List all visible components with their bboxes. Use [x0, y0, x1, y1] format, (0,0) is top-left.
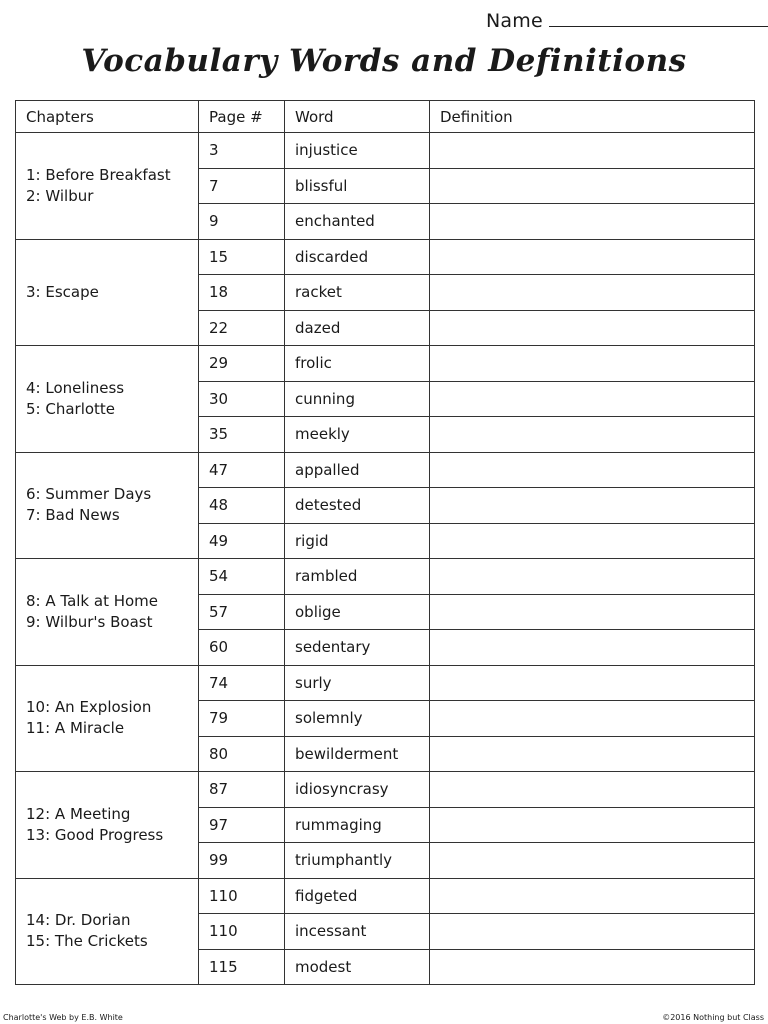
word-cell: idiosyncrasy — [285, 772, 430, 808]
column-header-page: Page # — [199, 101, 285, 133]
word-cell: detested — [285, 488, 430, 524]
column-header-definition: Definition — [430, 101, 755, 133]
definition-cell[interactable] — [430, 665, 755, 701]
chapters-cell — [16, 665, 199, 772]
column-header-chapters: Chapters — [16, 101, 199, 133]
table-header-row — [16, 101, 755, 133]
page-number-cell: 110 — [199, 878, 285, 914]
table-body — [16, 133, 755, 985]
table-row — [16, 878, 755, 914]
word-cell: sedentary — [285, 630, 430, 666]
definition-cell[interactable] — [430, 878, 755, 914]
word-cell: rigid — [285, 523, 430, 559]
word-cell: oblige — [285, 594, 430, 630]
definition-cell[interactable] — [430, 949, 755, 985]
page-number-cell: 3 — [199, 133, 285, 169]
chapter-label: 5: Charlotte — [26, 399, 116, 418]
table-row — [16, 346, 755, 382]
chapter-label: 13: Good Progress — [26, 825, 164, 844]
definition-cell[interactable] — [430, 417, 755, 453]
page-number-cell: 9 — [199, 204, 285, 240]
definition-cell[interactable] — [430, 807, 755, 843]
page-number-cell: 60 — [199, 630, 285, 666]
name-label: Name — [486, 10, 543, 32]
definition-cell[interactable] — [430, 523, 755, 559]
definition-cell[interactable] — [430, 736, 755, 772]
chapters-cell — [16, 559, 199, 666]
word-cell: appalled — [285, 452, 430, 488]
page-number-cell: 48 — [199, 488, 285, 524]
page-number-cell: 99 — [199, 843, 285, 879]
table-row — [16, 772, 755, 808]
column-header-word: Word — [285, 101, 430, 133]
name-field — [486, 10, 768, 32]
chapter-label: 12: A Meeting — [26, 804, 131, 823]
chapter-label: 7: Bad News — [26, 506, 120, 525]
chapters-cell — [16, 452, 199, 559]
definition-cell[interactable] — [430, 701, 755, 737]
word-cell: injustice — [285, 133, 430, 169]
page-number-cell: 57 — [199, 594, 285, 630]
page-number-cell: 74 — [199, 665, 285, 701]
word-cell: fidgeted — [285, 878, 430, 914]
definition-cell[interactable] — [430, 559, 755, 595]
chapter-label: 4: Loneliness — [26, 378, 125, 397]
table-row — [16, 239, 755, 275]
word-cell: modest — [285, 949, 430, 985]
word-cell: racket — [285, 275, 430, 311]
footer-book-credit: Charlotte's Web by E.B. White — [3, 1013, 123, 1022]
definition-cell[interactable] — [430, 381, 755, 417]
definition-cell[interactable] — [430, 772, 755, 808]
chapter-label: 10: An Explosion — [26, 698, 152, 717]
definition-cell[interactable] — [430, 239, 755, 275]
name-blank-line — [549, 10, 768, 27]
page-number-cell: 30 — [199, 381, 285, 417]
page-number-cell: 47 — [199, 452, 285, 488]
definition-cell[interactable] — [430, 452, 755, 488]
footer-copyright: ©2016 Nothing but Class — [662, 1013, 764, 1022]
chapters-cell — [16, 346, 199, 453]
page-number-cell: 29 — [199, 346, 285, 382]
page-number-cell: 22 — [199, 310, 285, 346]
chapter-label: 15: The Crickets — [26, 932, 148, 951]
chapter-label: 8: A Talk at Home — [26, 591, 159, 610]
page-number-cell: 18 — [199, 275, 285, 311]
definition-cell[interactable] — [430, 630, 755, 666]
definition-cell[interactable] — [430, 843, 755, 879]
page-number-cell: 80 — [199, 736, 285, 772]
definition-cell[interactable] — [430, 168, 755, 204]
chapter-label: 1: Before Breakfast — [26, 165, 171, 184]
definition-cell[interactable] — [430, 346, 755, 382]
word-cell: meekly — [285, 417, 430, 453]
page-number-cell: 115 — [199, 949, 285, 985]
word-cell: bewilderment — [285, 736, 430, 772]
word-cell: enchanted — [285, 204, 430, 240]
word-cell: blissful — [285, 168, 430, 204]
definition-cell[interactable] — [430, 594, 755, 630]
page-number-cell: 87 — [199, 772, 285, 808]
chapters-cell — [16, 133, 199, 240]
vocabulary-table — [15, 100, 755, 985]
word-cell: frolic — [285, 346, 430, 382]
table-row — [16, 559, 755, 595]
table-row — [16, 665, 755, 701]
chapters-cell — [16, 878, 199, 985]
chapter-label: 11: A Miracle — [26, 719, 125, 738]
definition-cell[interactable] — [430, 488, 755, 524]
definition-cell[interactable] — [430, 275, 755, 311]
word-cell: rambled — [285, 559, 430, 595]
word-cell: discarded — [285, 239, 430, 275]
word-cell: dazed — [285, 310, 430, 346]
word-cell: cunning — [285, 381, 430, 417]
page-number-cell: 97 — [199, 807, 285, 843]
chapter-label: 14: Dr. Dorian — [26, 911, 131, 930]
word-cell: rummaging — [285, 807, 430, 843]
page-number-cell: 110 — [199, 914, 285, 950]
definition-cell[interactable] — [430, 310, 755, 346]
table-row — [16, 452, 755, 488]
page-number-cell: 49 — [199, 523, 285, 559]
word-cell: triumphantly — [285, 843, 430, 879]
word-cell: solemnly — [285, 701, 430, 737]
chapter-label: 9: Wilbur's Boast — [26, 612, 153, 631]
table-row — [16, 133, 755, 169]
word-cell: surly — [285, 665, 430, 701]
definition-cell[interactable] — [430, 133, 755, 169]
chapters-cell — [16, 239, 199, 346]
page-number-cell: 79 — [199, 701, 285, 737]
definition-cell[interactable] — [430, 914, 755, 950]
definition-cell[interactable] — [430, 204, 755, 240]
chapter-label: 6: Summer Days — [26, 485, 152, 504]
page-number-cell: 35 — [199, 417, 285, 453]
page-number-cell: 54 — [199, 559, 285, 595]
chapters-cell — [16, 772, 199, 879]
chapter-label: 3: Escape — [26, 282, 99, 301]
page-title: Vocabulary Words and Definitions — [81, 43, 687, 79]
chapter-label: 2: Wilbur — [26, 186, 94, 205]
word-cell: incessant — [285, 914, 430, 950]
page-number-cell: 7 — [199, 168, 285, 204]
page-number-cell: 15 — [199, 239, 285, 275]
